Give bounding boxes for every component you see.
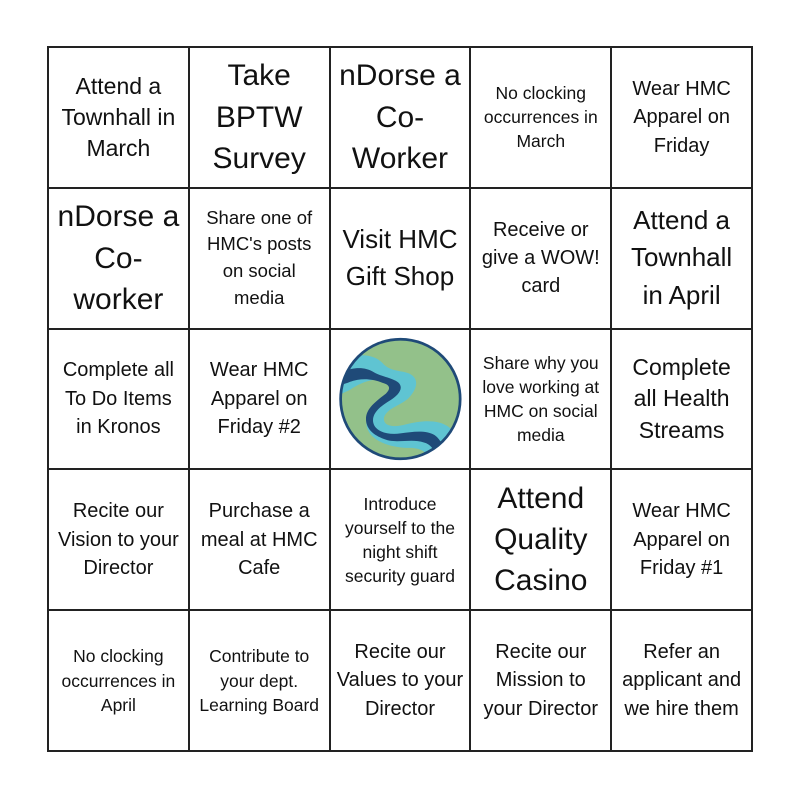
- bingo-cell: [189, 469, 330, 610]
- cell-text: Attend Quality Casino: [494, 481, 588, 598]
- bingo-cell: [189, 47, 330, 188]
- cell-text: nDorse a Co-Worker: [339, 59, 461, 176]
- bingo-cell: [470, 610, 611, 751]
- bingo-cell: [48, 329, 189, 470]
- bingo-cell: [48, 469, 189, 610]
- bingo-cell: [611, 469, 752, 610]
- bingo-cell: [470, 47, 611, 188]
- bingo-cell: [48, 188, 189, 329]
- cell-text: Purchase a meal at HMC Cafe: [200, 500, 318, 579]
- cell-text: Visit HMC Gift Shop: [342, 223, 458, 292]
- bingo-cell: [470, 188, 611, 329]
- bingo-cell: [189, 188, 330, 329]
- bingo-cell: [48, 47, 189, 188]
- cell-text: No clocking occurrences in March: [483, 83, 598, 152]
- globe-icon: [337, 330, 464, 468]
- bingo-board: [47, 46, 753, 752]
- bingo-cell: [470, 469, 611, 610]
- bingo-cell: [330, 47, 471, 188]
- cell-text: No clocking occurrences in April: [61, 646, 176, 715]
- bingo-cell: [48, 610, 189, 751]
- bingo-cell: [189, 329, 330, 470]
- cell-text: Share why you love working at HMC on social media: [482, 352, 600, 446]
- bingo-cell: [330, 610, 471, 751]
- cell-text: Wear HMC Apparel on Friday #2: [209, 359, 309, 439]
- cell-text: Wear HMC Apparel on Friday #1: [632, 500, 731, 579]
- bingo-cell: [189, 610, 330, 751]
- cell-text: Attend a Townhall in March: [61, 72, 176, 162]
- cell-text: Wear HMC Apparel on Friday: [632, 77, 731, 157]
- cell-text: Share one of HMC's posts on social media: [206, 206, 313, 308]
- bingo-cell: [470, 329, 611, 470]
- cell-text: Recite our Vision to your Director: [57, 500, 179, 579]
- free-space: [330, 329, 471, 470]
- cell-text: Complete all To Do Items in Kronos: [62, 359, 174, 439]
- bingo-cell: [330, 469, 471, 610]
- cell-text: Recite our Mission to your Director: [483, 641, 599, 720]
- bingo-cell: [330, 188, 471, 329]
- bingo-cell: [611, 329, 752, 470]
- bingo-cell: [611, 47, 752, 188]
- bingo-cell: [611, 610, 752, 751]
- cell-text: Introduce yourself to the night shift security guard: [345, 493, 455, 586]
- cell-text: Attend a Townhall in April: [631, 204, 733, 311]
- cell-text: Refer an applicant and we hire them: [622, 641, 742, 720]
- cell-text: Recite our Values to your Director: [336, 641, 464, 720]
- cell-text: nDorse a Co-worker: [57, 200, 180, 316]
- cell-text: Receive or give a WOW! card: [481, 218, 600, 298]
- cell-text: Take BPTW Survey: [212, 59, 306, 176]
- cell-text: Complete all Health Streams: [632, 354, 731, 443]
- cell-text: Contribute to your dept. Learning Board: [199, 646, 320, 715]
- bingo-cell: [611, 188, 752, 329]
